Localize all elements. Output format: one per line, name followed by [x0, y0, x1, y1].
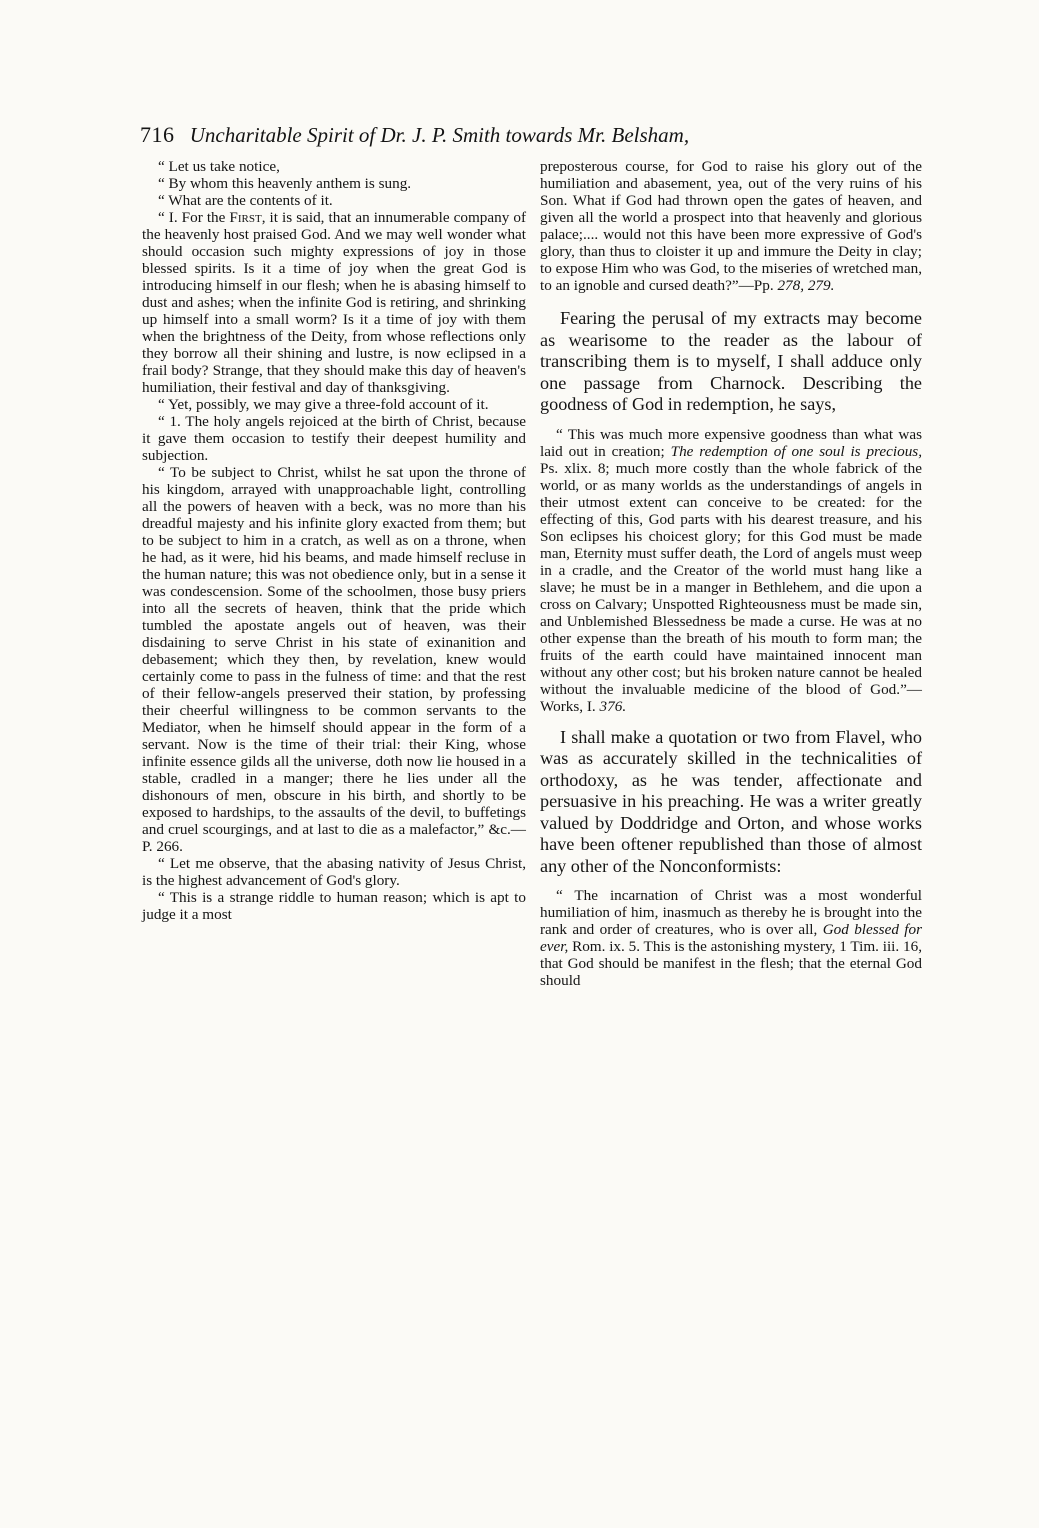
- flavel-quote: “ The incarnation of Christ was a most wonderful humiliation of him, inasmuch as thereby he is brought into the rank and order of creatures, who is over all, God blessed for ever, Rom. ix. 5. This is the astonishing mystery, 1 Tim. iii. 16, that God should be manifest in the flesh; that the eternal God should: [540, 887, 922, 989]
- running-title: Uncharitable Spirit of Dr. J. P. Smith towards Mr. Belsham,: [189, 123, 690, 147]
- page-number: 716: [140, 122, 175, 147]
- running-header: [140, 118, 920, 152]
- quote-paragraph: “ To be subject to Christ, whilst he sat upon the throne of his kingdom, arrayed with unapproachable light, controlling all the powers of heaven with a beck, was no more than his dreadful majesty and his infinite glory exacted from them; but to be subject to him in a cratch, as well as on a throne, when he had, as it were, hid his beams, and made himself recluse in the human nature; this was not obedience only, but in a sense it was condescension. Some of the schoolmen, those busy priers into all the secrets of heaven, think that the pride which tumbled the apostate angels out of heaven, was their disdaining to serve Christ in his state of exinanition and debasement; which they then, by revelation, knew would certainly come to pass in the fulness of time: and that the rest of their fellow-angels preserved their station, by professing their cheerful willingness to be common servants to the Mediator, when he himself should appear in the form of a servant. Now is the time of their trial: their King, whose infinite essence gilds all the universe, doth now lie housed in a stable, cradled in a manger; there he lies under all the dishonours of men, obscure in his birth, and shortly to be exposed to hardships, to the assaults of the devil, to buffetings and cruel scourgings, and at last to die as a malefactor,” &c.—P. 266.: [142, 464, 526, 855]
- italic-citation: God blessed for ever,: [540, 921, 922, 955]
- quote-paragraph: “ By whom this heavenly anthem is sung.: [158, 175, 412, 192]
- quote-paragraph: “ I. For the First, it is said, that an innumerable company of the heavenly host praised God. And we may well wonder what should occasion such mighty expressions of joy in those blessed spirits. Is it a time of joy when the great God is introducing himself in our flesh; when he is abasing himself to dust and ashes; when the infinite God is retiring, and shrinking up himself into a small worm? Is it a time of joy with them when the brightness of the Deity, from whose reflections only they borrow all their shining and lustre, is now eclipsed in a frail body? Strange, that they should make this day of heaven's humiliation, their festival and day of thanksgiving.: [142, 209, 527, 396]
- italic-citation: The redemption of one soul is precious,: [670, 442, 922, 460]
- quote-paragraph: “ Let me observe, that the abasing nativity of Jesus Christ, is the highest advancement of God's glory.: [142, 855, 526, 889]
- quote-paragraph: “ 1. The holy angels rejoiced at the birth of Christ, because it gave them occasion to testify their deepest humility and subjection.: [142, 413, 526, 464]
- quote-continuation: preposterous course, for God to raise his glory out of the humiliation and abasement, yea, out of the very ruins of his Son. What if God had thrown open the gates of heaven, and given all the world a prospect into that heavenly and glorious palace;.... would not this have been more expressive of God's glory, than thus to cloister it up and immure the Deity in clay; to expose Him who was God, to the miseries of wretched man, to an ignoble and cursed death?”—Pp. 278, 279.: [540, 158, 922, 294]
- quote-paragraph: “ What are the contents of it.: [158, 192, 333, 209]
- charnock-quote: “ This was much more expensive goodness than what was laid out in creation; The redemption of one soul is precious, Ps. xlix. 8; much more costly than the whole fabrick of the world, or as many worlds as the understandings of angels in their utmost extent can conceive to be created: for the effecting of this, God parts with his dearest treasure, and his Son eclipses his choicest glory; for this God must be made man, Eternity must suffer death, the Lord of angels must weep in a cradle, and the Creator of the world must hang like a slave; he must be in a manger in Bethlehem, and die upon a cross on Calvary; Unspotted Righteousness must be made sin, and Unblemished Blessedness be made a curse. He was at no other expense than the breath of his mouth to form man; the fruits of the earth could have maintained innocent man without any other cost; but his broken nature cannot be healed without the invaluable medicine of the blood of God.”—Works, I. 376.: [540, 425, 922, 715]
- quote-paragraph: “ Yet, possibly, we may give a three-fold account of it.: [158, 396, 489, 413]
- right-column: [540, 158, 922, 989]
- body-paragraph: Fearing the perusal of my extracts may become as wearisome to the reader as the labour of transcribing them is to myself, I shall adduce only one passage from Charnock. Describing the goodness of God in redemption, he says,: [540, 308, 922, 414]
- works-reference: 376.: [599, 697, 627, 715]
- left-column: [142, 158, 526, 923]
- body-paragraph: I shall make a quotation or two from Flavel, who was as accurately skilled in the technicalities of orthodoxy, as he was tender, affectionate and persuasive in his preaching. He was a writer greatly valued by Doddridge and Orton, and whose works have been oftener republished than those of almost any other of the Nonconformists:: [540, 726, 922, 876]
- page-reference: 278, 279.: [777, 277, 835, 294]
- small-caps-first: First: [229, 209, 262, 226]
- quote-paragraph: “ This is a strange riddle to human reason; which is apt to judge it a most: [142, 889, 526, 923]
- quote-paragraph: “ Let us take notice,: [158, 158, 280, 175]
